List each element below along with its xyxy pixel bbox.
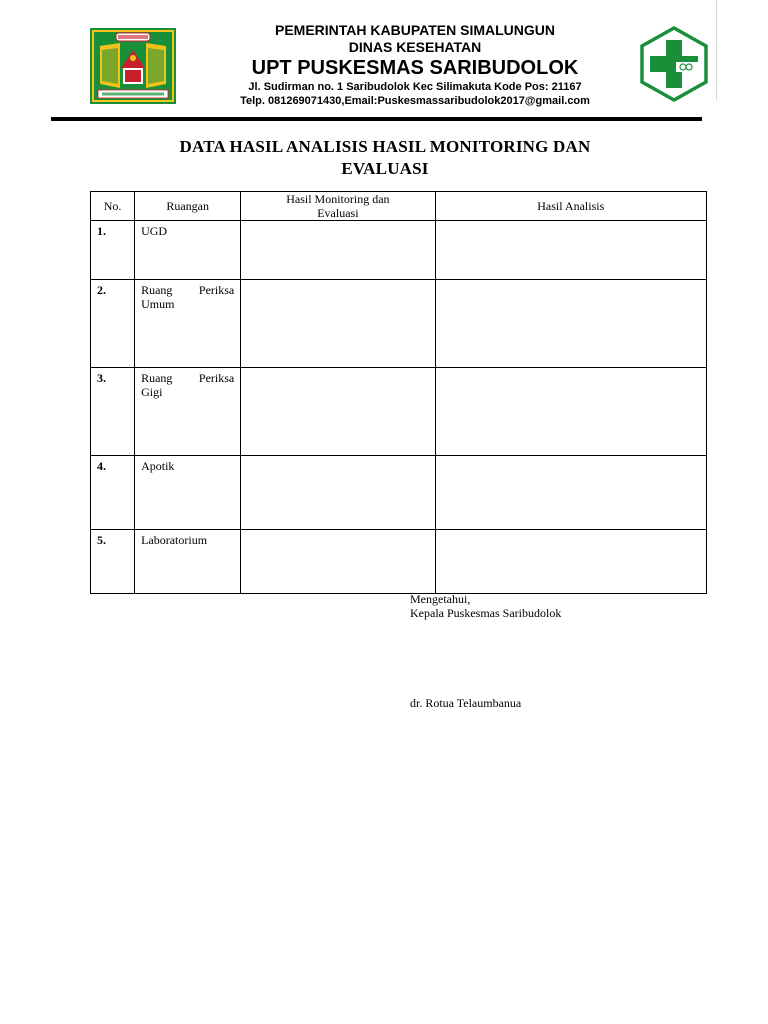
department-name: DINAS KESEHATAN: [348, 39, 482, 55]
simalungun-regency-crest-icon: [90, 28, 176, 104]
table-row: [91, 221, 707, 280]
row-room: Ruang Periksa Umum: [135, 280, 241, 368]
document-title: [100, 136, 670, 180]
puskesmas-cross-icon: [636, 26, 712, 102]
row-number: 5.: [91, 530, 135, 594]
row-monitoring-cell: [241, 456, 435, 530]
row-monitoring-cell: [241, 530, 435, 594]
institution-name: UPT PUSKESMAS SARIBUDOLOK: [251, 57, 579, 79]
header-room: Ruangan: [135, 192, 241, 221]
header-monitoring-line-2: Evaluasi: [317, 206, 359, 220]
row-room: Apotik: [135, 456, 241, 530]
row-analysis-cell: [435, 456, 706, 530]
header-divider: [51, 117, 702, 121]
row-number: 1.: [91, 221, 135, 280]
row-analysis-cell: [435, 530, 706, 594]
header-analysis: Hasil Analisis: [435, 192, 706, 221]
contact-line: Telp. 081269071430,Email:Puskesmassaribudolok2017@gmail.com: [240, 95, 590, 107]
row-analysis-cell: [435, 280, 706, 368]
title-line-2: EVALUASI: [341, 159, 429, 178]
monitoring-table: [90, 191, 707, 594]
header-no: No.: [91, 192, 135, 221]
header-monitoring-line-1: Hasil Monitoring dan: [286, 192, 390, 206]
row-number: 3.: [91, 368, 135, 456]
row-monitoring-cell: [241, 368, 435, 456]
signatory-name: dr. Rotua Telaumbanua: [410, 696, 522, 710]
row-number: 4.: [91, 456, 135, 530]
address-line: Jl. Sudirman no. 1 Saribudolok Kec Silimakuta Kode Pos: 21167: [248, 81, 582, 93]
letterhead: [190, 22, 640, 108]
row-room: Ruang Periksa Gigi: [135, 368, 241, 456]
table-row: [91, 280, 707, 368]
page-edge-line: [716, 0, 717, 100]
table-row: [91, 456, 707, 530]
row-monitoring-cell: [241, 280, 435, 368]
title-line-1: DATA HASIL ANALISIS HASIL MONITORING DAN: [179, 137, 591, 156]
table-header-row: [91, 192, 707, 221]
row-room: Laboratorium: [135, 530, 241, 594]
row-analysis-cell: [435, 368, 706, 456]
table-row: [91, 368, 707, 456]
row-analysis-cell: [435, 221, 706, 280]
government-name: PEMERINTAH KABUPATEN SIMALUNGUN: [275, 22, 555, 38]
header-monitoring: [241, 192, 435, 221]
row-monitoring-cell: [241, 221, 435, 280]
row-room: UGD: [135, 221, 241, 280]
signatory-position: Kepala Puskesmas Saribudolok: [410, 606, 562, 620]
row-number: 2.: [91, 280, 135, 368]
acknowledgement-label: Mengetahui,: [410, 592, 471, 606]
table-row: [91, 530, 707, 594]
